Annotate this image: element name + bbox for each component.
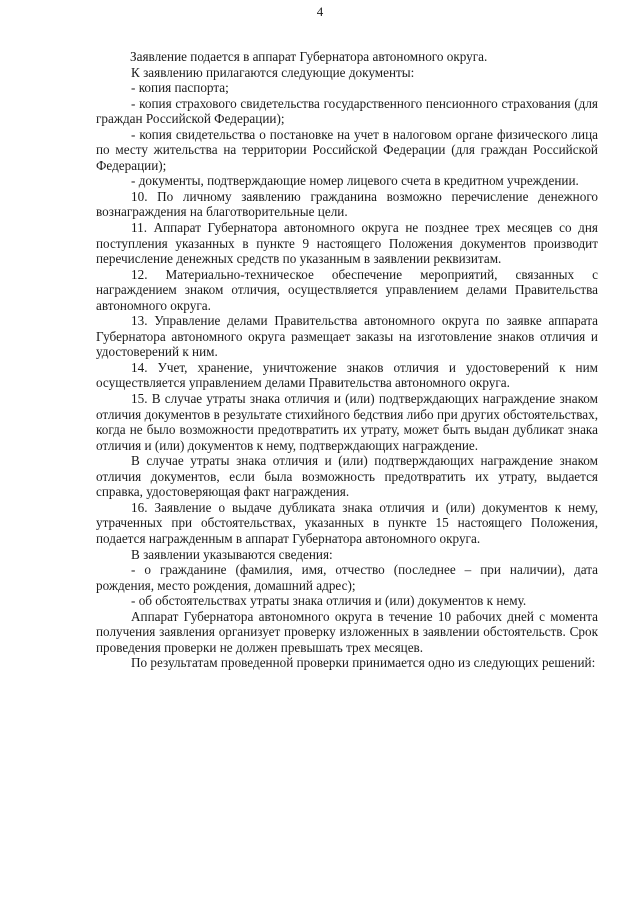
paragraph-submission-place: Заявление подается в аппарат Губернатора автономного округа. (130, 49, 488, 64)
clause-15-continuation: В случае утраты знака отличия и (или) подтверждающих награждение знаком отличия документов, если была возможность предотвратить их утрату, выдается справка, удостоверяющая факт награждения. (96, 453, 598, 500)
list-item: - копия паспорта; (131, 80, 229, 96)
clause-11: 11. Аппарат Губернатора автономного округа не позднее трех месяцев со дня поступления указанных в пункте 9 настоящего Положения документов производит перечисление денежных средств по указанным в заявлении реквизитам. (96, 220, 598, 267)
clause-10: 10. По личному заявлению гражданина возможно перечисление денежного вознаграждения на благотворительные цели. (96, 188, 598, 220)
list-item: - документы, подтверждающие номер лицевого счета в кредитном учреждении. (131, 173, 579, 189)
paragraph-verification: Аппарат Губернатора автономного округа в течение 10 рабочих дней с момента получения заявления организует проверку изложенных в заявлении обстоятельств. Срок проведения проверки не должен превышать трех месяцев. (96, 608, 598, 655)
clause-13: 13. Управление делами Правительства автономного округа по заявке аппарата Губернатора автономного округа размещает заказы на изготовление знаков отличия и удостоверений к ним. (96, 313, 598, 360)
list-item: - об обстоятельствах утраты знака отличия и (или) документов к нему. (131, 593, 527, 609)
details-list (96, 562, 598, 609)
clause-15: 15. В случае утраты знака отличия и (или) подтверждающих награждение знаком отличия документов в результате стихийного бедствия либо при других обстоятельствах, когда не было возможности предотвратить их утрату, может быть выдан дубликат знака отличия и (или) документов к нему, подтверждающих награждение. (96, 391, 598, 453)
clause-16-details-intro: В заявлении указываются сведения: (131, 546, 333, 562)
clause-14: 14. Учет, хранение, уничтожение знаков отличия и удостоверений к ним осуществляется управлением делами Правительства автономного округа. (96, 359, 598, 391)
paragraph-decisions: По результатам проведенной проверки принимается одно из следующих решений: (131, 655, 596, 671)
page-number: 4 (316, 4, 324, 19)
list-item: - копия страхового свидетельства государственного пенсионного страхования (для граждан Российской Федерации); (96, 95, 598, 127)
clause-12: 12. Материально-техническое обеспечение мероприятий, связанных с награждением знаком отличия, осуществляется управлением делами Правительства автономного округа. (96, 266, 598, 313)
document-body (96, 49, 598, 671)
list-item: - копия свидетельства о постановке на учет в налоговом органе физического лица по месту жительства на территории Российской Федерации (для граждан Российской Федерации); (96, 126, 598, 173)
clause-16: 16. Заявление о выдаче дубликата знака отличия и (или) документов к нему, утраченных при обстоятельствах, указанных в пункте 15 настоящего Положения, подается награжденным в аппарат Губернатора автономного округа. (96, 499, 598, 546)
paragraph-attachments-intro: К заявлению прилагаются следующие документы: (131, 64, 415, 80)
attachments-list (96, 80, 598, 189)
list-item: - о гражданине (фамилия, имя, отчество (последнее – при наличии), дата рождения, место рождения, домашний адрес); (96, 562, 598, 593)
